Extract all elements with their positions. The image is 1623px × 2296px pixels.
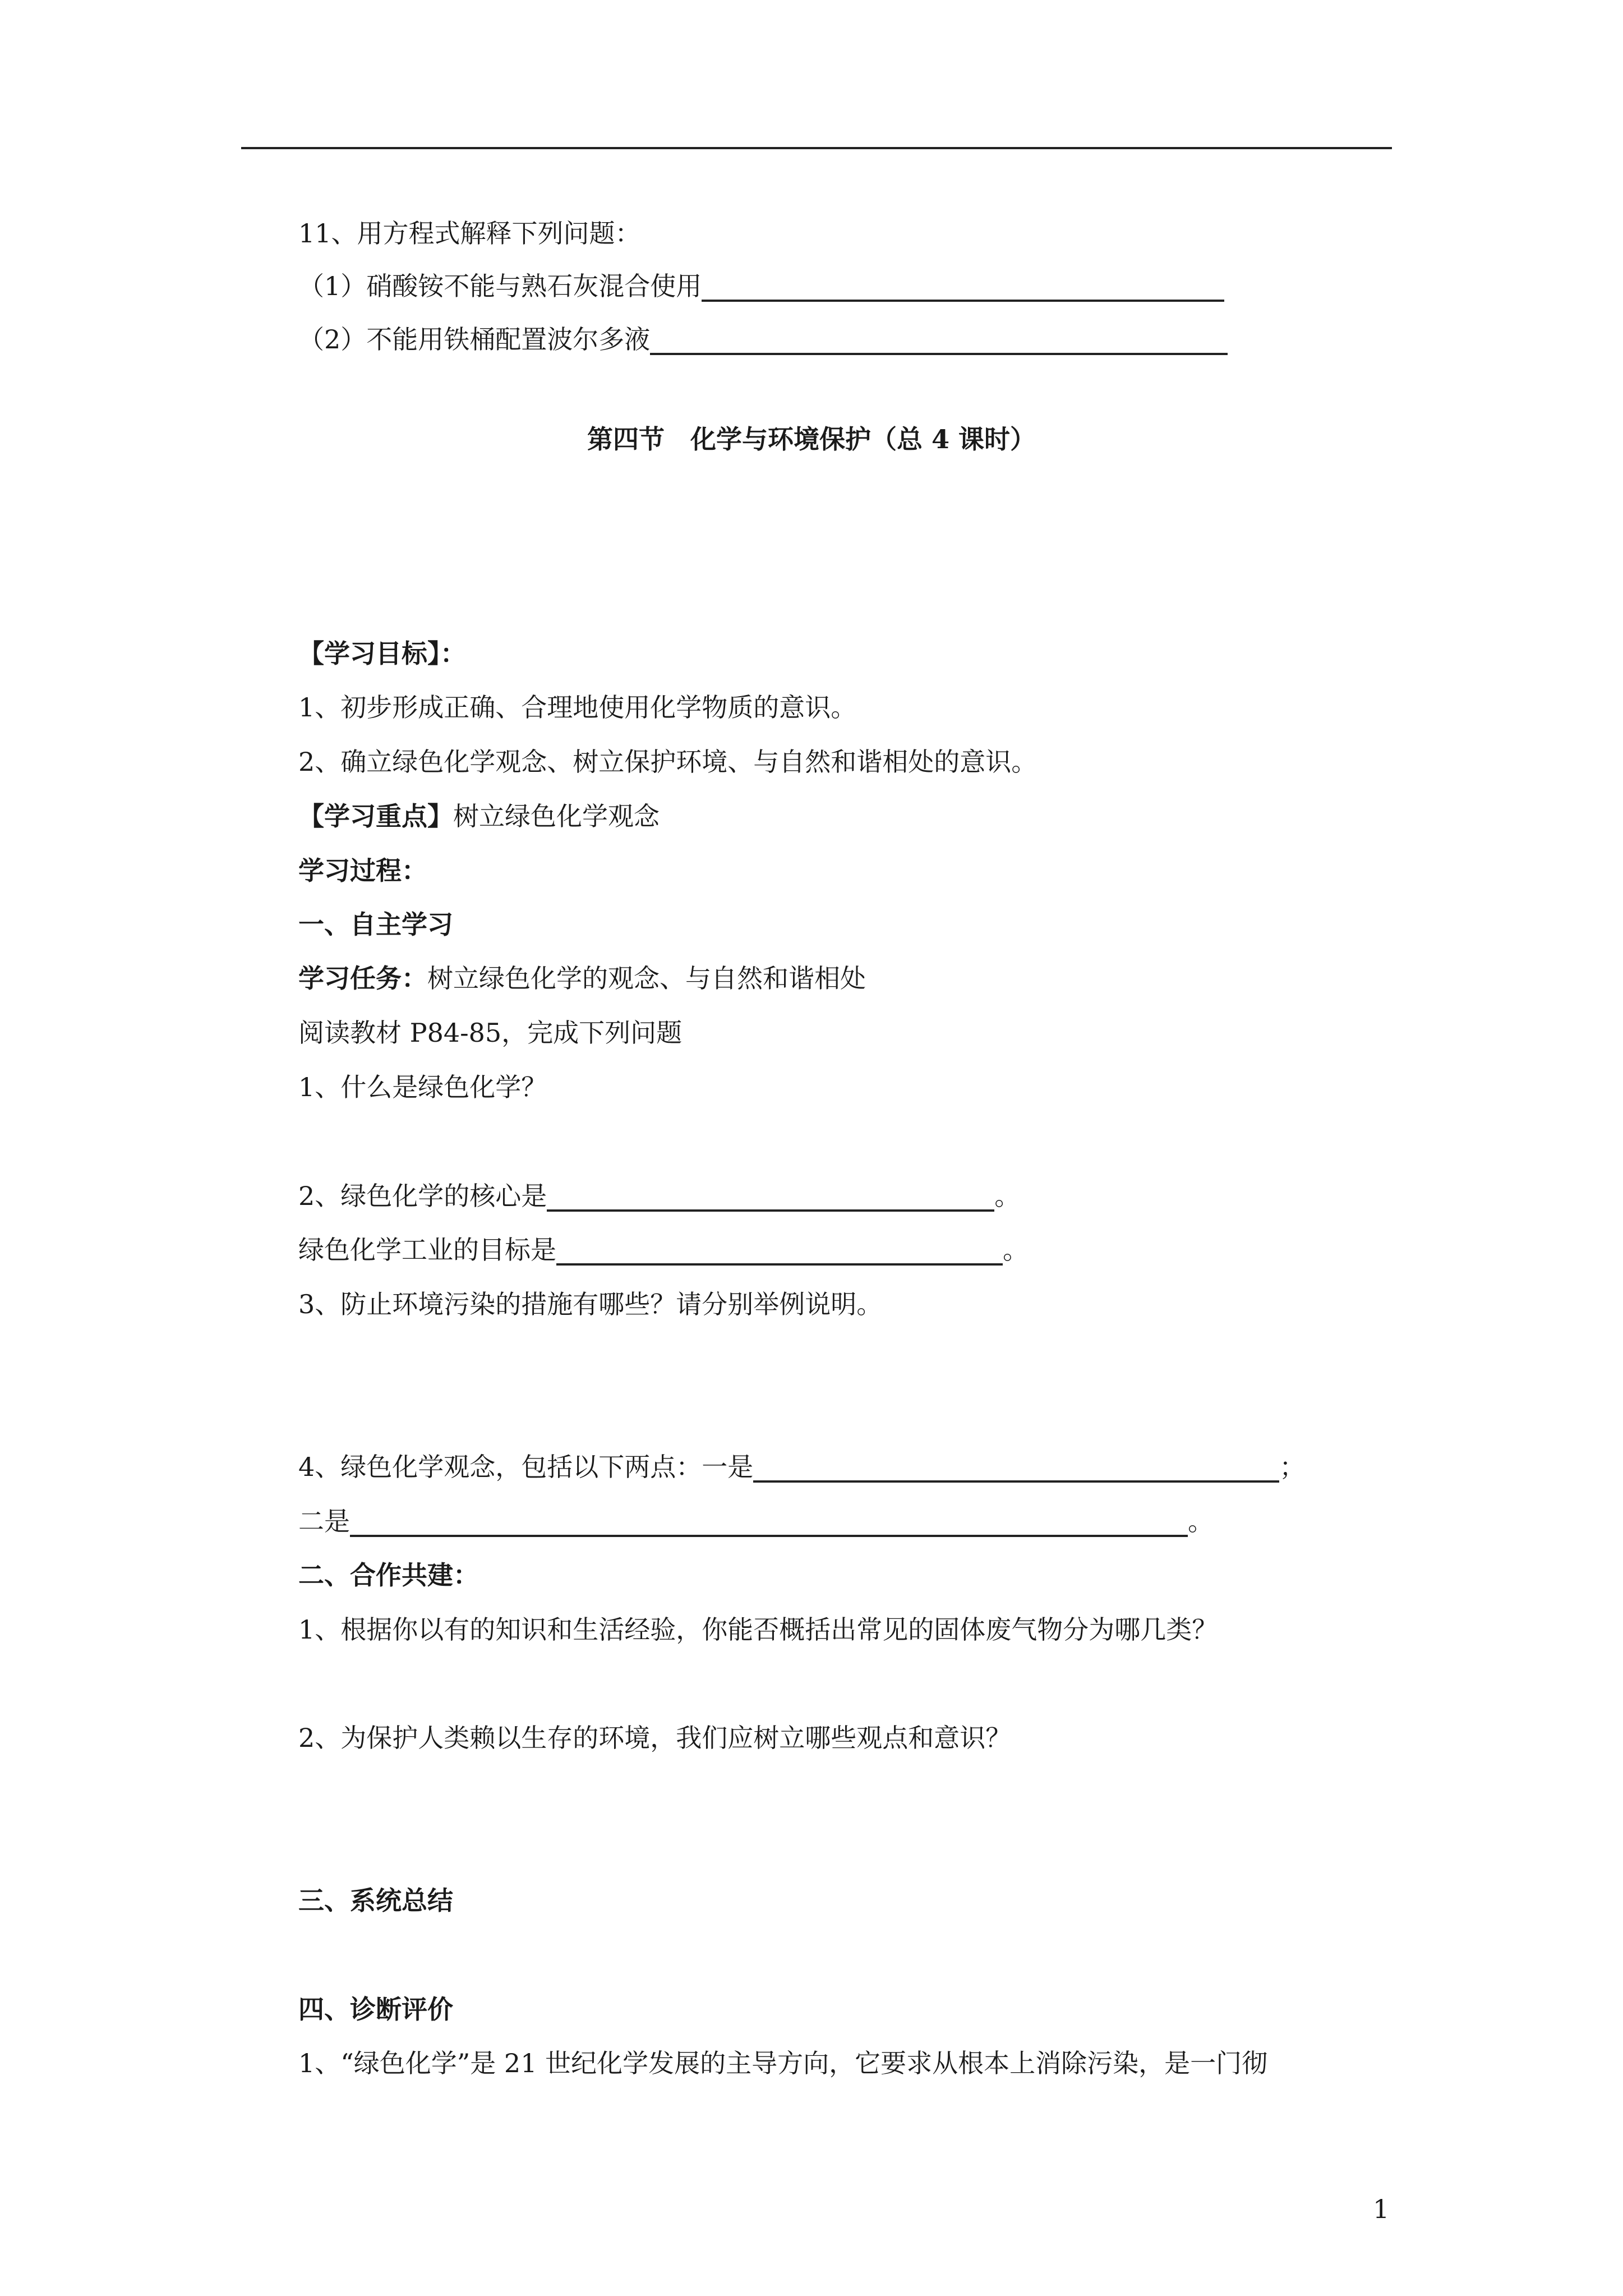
question-11-part-1-text: （1）硝酸铵不能与熟石灰混合使用 — [298, 271, 702, 301]
punctuation: ； — [1279, 1452, 1306, 1482]
punctuation: 。 — [1188, 1506, 1214, 1536]
question-11-part-1 — [298, 270, 1224, 302]
question-11-stem: 11、用方程式解释下列问题： — [298, 218, 641, 249]
header-rule — [241, 147, 1392, 149]
learning-task-text: 树立绿色化学的观念、与自然和谐相处 — [427, 963, 866, 993]
learning-task-label: 学习任务： — [298, 963, 427, 993]
reading-instruction: 阅读教材 P84-85，完成下列问题 — [298, 1018, 683, 1048]
part-2-question-2: 2、为保护人类赖以生存的环境，我们应树立哪些观点和意识？ — [298, 1723, 1012, 1753]
key-point-label: 【学习重点】 — [298, 801, 453, 831]
question-11-part-2 — [298, 324, 1228, 355]
section-title: 第四节 化学与环境保护（总 4 课时） — [587, 424, 1036, 454]
answer-blank[interactable] — [702, 275, 1224, 302]
answer-blank[interactable] — [556, 1239, 1003, 1266]
part-2-question-1: 1、根据你以有的知识和生活经验，你能否概括出常见的固体废气物分为哪几类？ — [298, 1614, 1218, 1645]
answer-blank[interactable] — [350, 1510, 1188, 1537]
answer-blank[interactable] — [753, 1456, 1279, 1483]
process-heading: 学习过程： — [298, 855, 427, 886]
answer-blank[interactable] — [650, 328, 1228, 355]
question-text: 二是 — [298, 1506, 350, 1536]
part-1-question-4 — [298, 1451, 1305, 1483]
key-point — [298, 800, 660, 832]
punctuation: 。 — [1003, 1235, 1029, 1265]
learning-task — [298, 963, 866, 994]
part-1-question-1: 1、什么是绿色化学？ — [298, 1072, 547, 1102]
part-1-question-4b — [298, 1506, 1214, 1537]
part-4-question-1: 1、“绿色化学”是 21 世纪化学发展的主导方向，它要求从根本上消除污染，是一门彻 — [298, 2048, 1268, 2078]
part-2-heading: 二、合作共建： — [298, 1560, 479, 1590]
part-1-question-2 — [298, 1180, 1020, 1212]
objective-item: 2、确立绿色化学观念、树立保护环境、与自然和谐相处的意识。 — [298, 747, 1038, 777]
question-11-part-2-text: （2）不能用铁桶配置波尔多液 — [298, 324, 651, 355]
part-1-question-3: 3、防止环境污染的措施有哪些？请分别举例说明。 — [298, 1289, 883, 1319]
punctuation: 。 — [994, 1181, 1021, 1211]
part-1-question-2b — [298, 1234, 1029, 1266]
key-point-text: 树立绿色化学观念 — [453, 801, 660, 831]
question-text: 绿色化学工业的目标是 — [298, 1235, 556, 1265]
answer-blank[interactable] — [547, 1185, 994, 1212]
part-1-heading: 一、自主学习 — [298, 909, 453, 940]
objective-item: 1、初步形成正确、合理地使用化学物质的意识。 — [298, 692, 857, 723]
question-text: 2、绿色化学的核心是 — [298, 1181, 547, 1211]
page-number: 1 — [1373, 2194, 1390, 2224]
objectives-heading: 【学习目标】： — [298, 638, 466, 669]
part-3-heading: 三、系统总结 — [298, 1885, 453, 1916]
question-text: 4、绿色化学观念，包括以下两点：一是 — [298, 1452, 754, 1482]
part-4-heading: 四、诊断评价 — [298, 1994, 453, 2024]
